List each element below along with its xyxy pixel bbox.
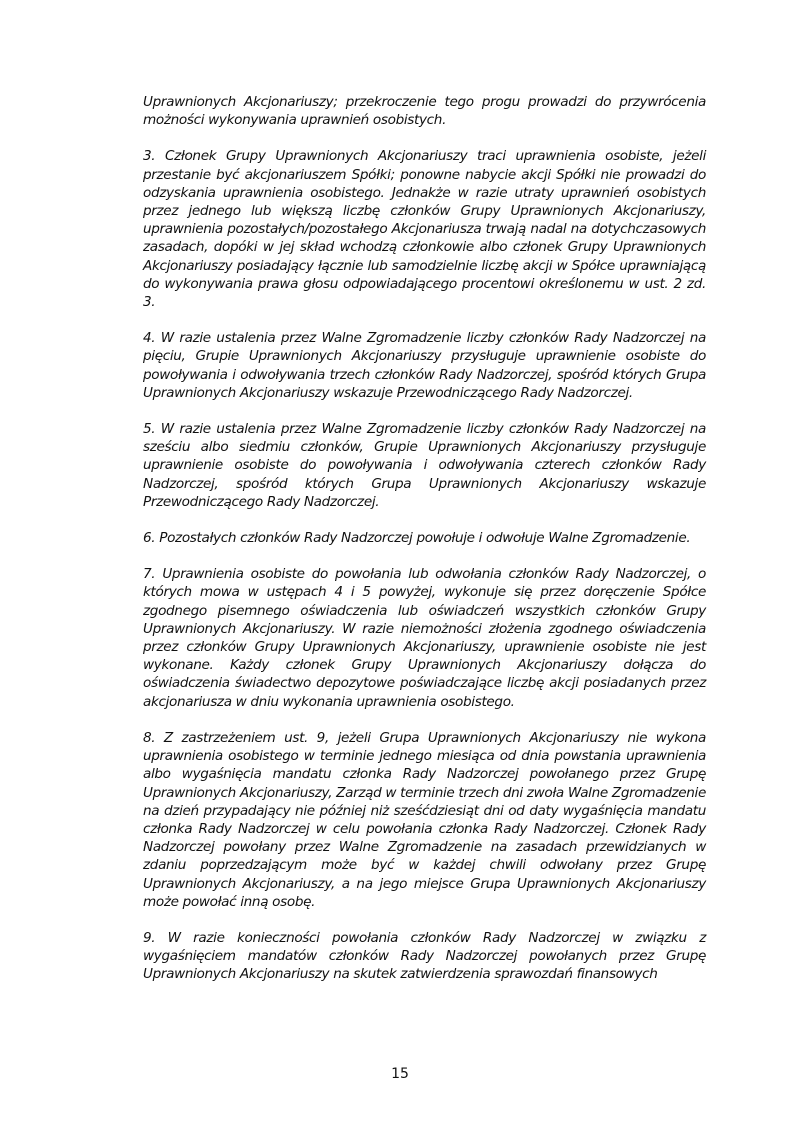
document-body <box>143 93 706 1002</box>
paragraph-4: 4. W razie ustalenia przez Walne Zgromadzenie liczby członków Rady Nadzorczej na pięciu, Grupie Uprawnionych Akcjonariuszy przysługuje uprawnienie osobiste do powoływania i odwoływania trzech członków Rady Nadzorczej, spośród których Grupa Uprawnionych Akcjonariuszy wskazuje Przewodniczącego Rady Nadzorczej. <box>143 330 706 401</box>
paragraph-7: 7. Uprawnienia osobiste do powołania lub odwołania członków Rady Nadzorczej, o których mowa w ustępach 4 i 5 powyżej, wykonuje się przez doręczenie Spółce zgodnego pisemnego oświadczenia lub oświadczeń wszystkich członków Grupy Uprawnionych Akcjonariuszy. W razie niemożności złożenia zgodnego oświadczenia przez członków Grupy Uprawnionych Akcjonariuszy, uprawnienie osobiste nie jest wykonane. Każdy członek Grupy Uprawnionych Akcjonariuszy dołącza do oświadczenia świadectwo depozytowe poświadczające liczbę akcji posiadanych przez akcjonariusza w dniu wykonania uprawnienia osobistego. <box>143 566 706 710</box>
paragraph-continuation: Uprawnionych Akcjonariuszy; przekroczenie tego progu prowadzi do przywrócenia możności wykonywania uprawnień osobistych. <box>143 94 706 129</box>
page-number: 15 <box>391 1066 409 1082</box>
paragraph-3: 3. Członek Grupy Uprawnionych Akcjonariuszy traci uprawnienia osobiste, jeżeli przestanie być akcjonariuszem Spółki; ponowne nabycie akcji Spółki nie prowadzi do odzyskania uprawnienia osobistego. Jednakże w razie utraty uprawnień osobistych przez jednego lub większą liczbę członków Grupy Uprawnionych Akcjonariuszy, uprawnienia pozostałych/pozostałego Akcjonariusza trwają nadal na dotychczasowych zasadach, dopóki w jej skład wchodzą członkowie albo członek Grupy Uprawnionych Akcjonariuszy posiadający łącznie lub samodzielnie liczbę akcji w Spółce uprawniającą do wykonywania prawa głosu odpowiadającego procentowi określonemu w ust. 2 zd. 3. <box>143 148 706 311</box>
paragraph-6: 6. Pozostałych członków Rady Nadzorczej powołuje i odwołuje Walne Zgromadzenie. <box>143 530 691 547</box>
paragraph-5: 5. W razie ustalenia przez Walne Zgromadzenie liczby członków Rady Nadzorczej na sześciu albo siedmiu członków, Grupie Uprawnionych Akcjonariuszy przysługuje uprawnienie osobiste do powoływania i odwoływania czterech członków Rady Nadzorczej, spośród których Grupa Uprawnionych Akcjonariuszy wskazuje Przewodniczącego Rady Nadzorczej. <box>143 421 706 510</box>
paragraph-8: 8. Z zastrzeżeniem ust. 9, jeżeli Grupa Uprawnionych Akcjonariuszy nie wykona uprawnienia osobistego w terminie jednego miesiąca od dnia powstania uprawnienia albo wygaśnięcia mandatu członka Rady Nadzorczej powołanego przez Grupę Uprawnionych Akcjonariuszy, Zarząd w terminie trzech dni zwoła Walne Zgromadzenie na dzień przypadający nie później niż sześćdziesiąt dni od daty wygaśnięcia mandatu członka Rady Nadzorczej w celu powołania członka Rady Nadzorczej. Członek Rady Nadzorczej powołany przez Walne Zgromadzenie na zasadach przewidzianych w zdaniu poprzedzającym może być w każdej chwili odwołany przez Grupę Uprawnionych Akcjonariuszy, a na jego miejsce Grupa Uprawnionych Akcjonariuszy może powołać inną osobę. <box>143 729 706 910</box>
paragraph-9: 9. W razie konieczności powołania członków Rady Nadzorczej w związku z wygaśnięciem mandatów członków Rady Nadzorczej powołanych przez Grupę Uprawnionych Akcjonariuszy na skutek zatwierdzenia sprawozdań finansowych <box>143 929 706 983</box>
